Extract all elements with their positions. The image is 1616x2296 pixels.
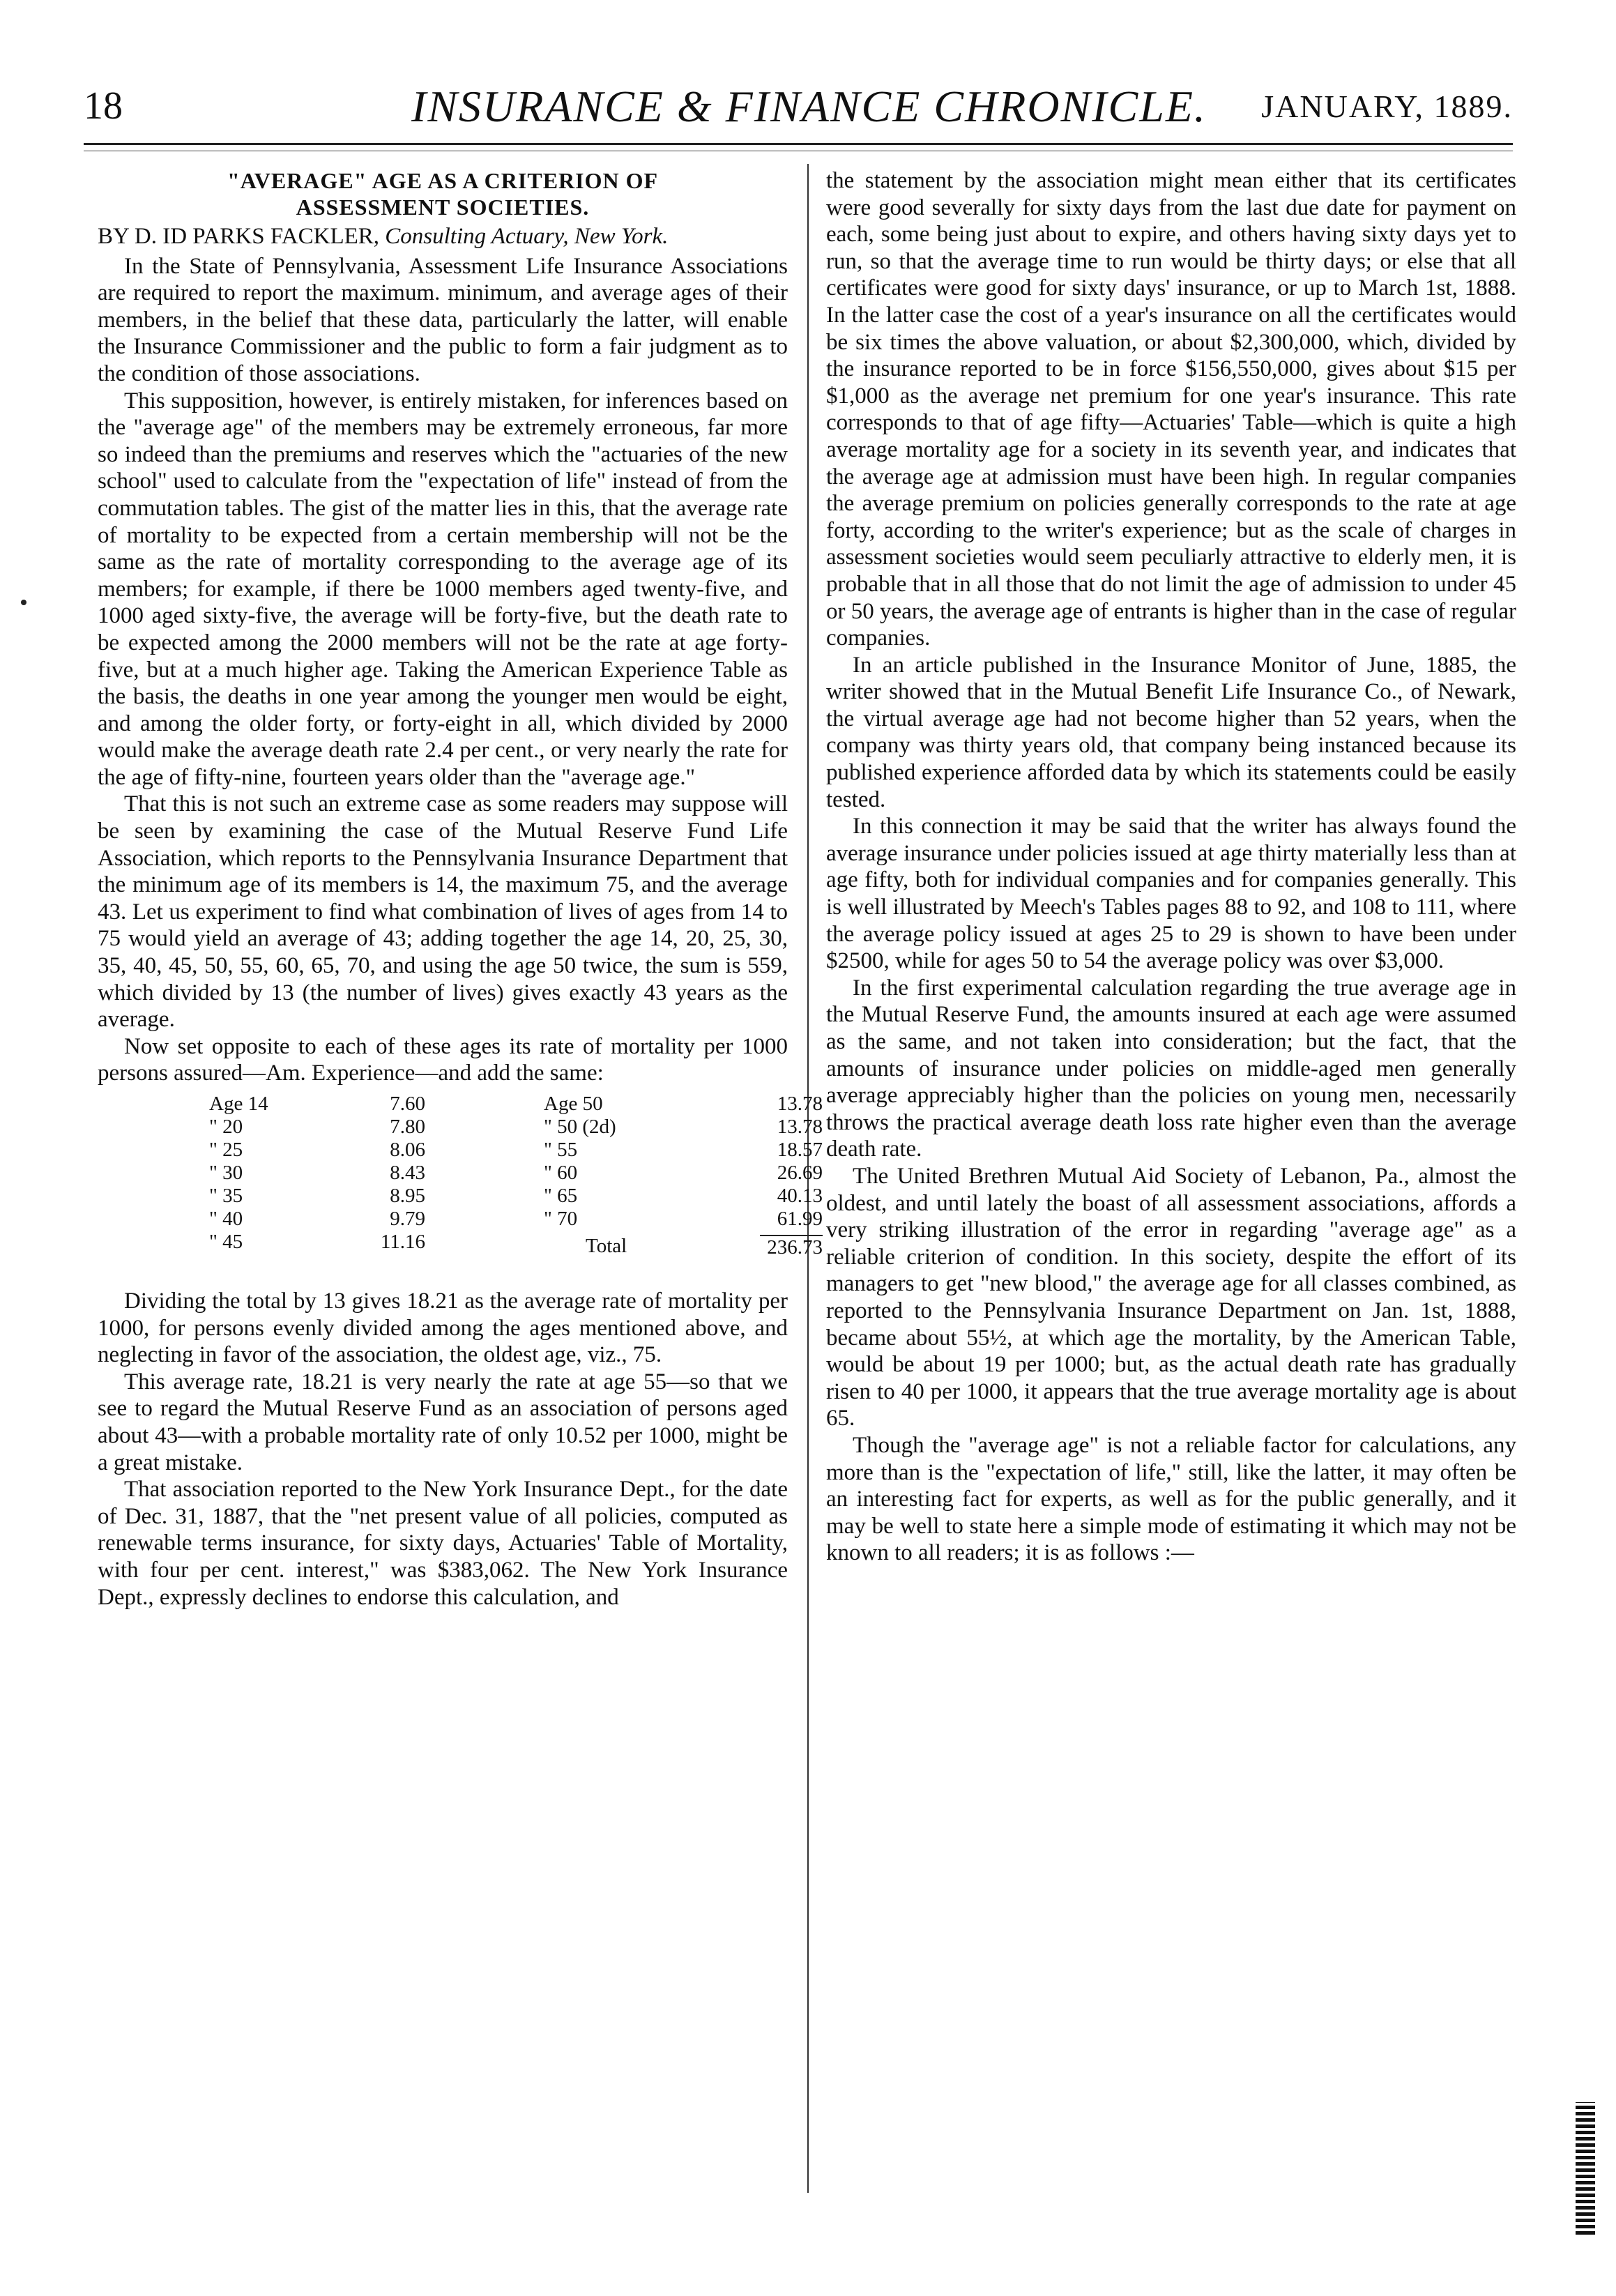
row-rate: 26.69 (777, 1162, 823, 1184)
table-row (544, 1139, 823, 1162)
margin-scan-mark (1576, 2102, 1595, 2235)
right-paragraph-4: In the first experimental calculation regarding the true average age in the Mutual Reserve Fund, the amounts insured at each age were assumed as the same, and not taken into consideration; but the fact, that the amounts of insurance under policies on middle-aged men generally average appreciably higher than the policies on young men, necessarily throws the practical average death loss rate higher even than the average death rate. (826, 975, 1516, 1162)
row-age: " 60 (544, 1162, 578, 1184)
row-rate: 13.78 (777, 1116, 823, 1138)
table-row (209, 1208, 425, 1231)
headline-line-1: "AVERAGE" AGE AS A CRITERION OF (227, 168, 659, 193)
publication-title: INSURANCE & FINANCE CHRONICLE. (411, 82, 1207, 131)
row-age: " 55 (544, 1139, 578, 1161)
row-age: " 65 (544, 1185, 578, 1207)
right-column (826, 167, 1516, 1567)
mortality-table-left (209, 1093, 425, 1254)
table-row (544, 1185, 823, 1208)
row-rate: 7.80 (390, 1116, 425, 1138)
table-row (209, 1139, 425, 1162)
row-age: " 25 (209, 1139, 243, 1161)
row-rate: 11.16 (380, 1231, 425, 1253)
table-total-row (544, 1235, 823, 1259)
row-rate: 61.99 (777, 1208, 823, 1230)
row-age: " 35 (209, 1185, 243, 1207)
right-paragraph-5: The United Brethren Mutual Aid Society of Lebanon, Pa., almost the oldest, and until lately the boast of all assessment associations, affords a very striking illustration of the error in regarding "average age" as a reliable criterion of condition. In this society, despite the effort of its managers to get "new blood," the average age for all classes combined, as reported to the Pennsylvania Insurance Department on Jan. 1st, 1888, became about 55½, at which age the mortality, by the American Table, would be about 19 per 1000; but, as the actual death rate has gradually risen to 40 per 1000, it appears that the true average mortality age is about 65. (826, 1163, 1516, 1431)
row-rate: 13.78 (777, 1093, 823, 1115)
right-paragraph-2: In an article published in the Insurance Monitor of June, 1885, the writer showed that in the Mutual Benefit Life Insurance Co., of Newark, the virtual average age had not become higher than 52 years, when the company was thirty years old, that company being instanced because its published experience afforded data by which its statements could be easily tested. (826, 652, 1516, 812)
page-number: 18 (84, 84, 123, 128)
left-paragraph-2: This supposition, however, is entirely mistaken, for inferences based on the "average age" of the members may be extremely erroneous, far more so indeed than the premiums and reserves which the "actuaries of the new school" used to calculate from the "expectation of life" instead of from the commutation tables. The gist of the matter lies in this, that the average rate of mortality to be expected from a certain membership will not be the same as the rate of mortality corresponding to the average age of its members; for example, if there be 1000 members aged twenty-five, and 1000 aged sixty-five, the average will be forty-five, but the death rate to be expected among the 2000 members will not be the rate at age forty-five, but at a much higher age. Taking the American Experience Table as the basis, the deaths in one year among the younger men would be eight, and among the older forty, or forty-eight in all, which divided by 2000 would make the average death rate 2.4 per cent., or very nearly the rate for the age of fifty-nine, fourteen years older than the "average age." (98, 388, 788, 790)
right-paragraph-6: Though the "average age" is not a reliable factor for calculations, any more than is the "expectation of life," still, like the latter, it may often be an interesting fact for experts, as well as for the public generally, and it may be well to state here a simple mode of estimating it which may not be known to all readers; it is as follows :— (826, 1432, 1516, 1566)
page-header (84, 84, 1513, 132)
table-row (209, 1185, 425, 1208)
table-total-value: 236.73 (760, 1235, 823, 1259)
row-age: " 45 (209, 1231, 243, 1253)
row-rate: 8.95 (390, 1185, 425, 1207)
row-rate: 40.13 (777, 1185, 823, 1207)
table-row (544, 1162, 823, 1185)
table-total-label: Total (586, 1235, 627, 1257)
left-column (98, 167, 823, 1611)
row-rate: 7.60 (390, 1093, 425, 1115)
row-rate: 18.57 (777, 1139, 823, 1161)
table-row (544, 1093, 823, 1116)
row-rate: 8.43 (390, 1162, 425, 1184)
row-age: " 30 (209, 1162, 243, 1184)
left-paragraph-3: That this is not such an extreme case as some readers may suppose will be seen by examining the case of the Mutual Reserve Fund Life Association, which reports to the Pennsylvania Insurance Department that the minimum age of its members is 14, the maximum 75, and the average 43. Let us experiment to find what combination of lives of ages from 14 to 75 would yield an average of 43; adding together the age 14, 20, 25, 30, 35, 40, 45, 50, 55, 60, 65, 70, and using the age 50 twice, the sum is 559, which divided by 13 (the number of lives) gives exactly 43 years as the average. (98, 791, 788, 1033)
row-age: " 70 (544, 1208, 578, 1230)
row-age: " 20 (209, 1116, 243, 1138)
byline-role: Consulting Actuary, New York. (385, 224, 669, 249)
row-age: " 50 (2d) (544, 1116, 616, 1138)
right-paragraph-1: the statement by the association might mean either that its certificates were good severally for sixty days from the last due date for payment on each, some being just about to expire, and others having sixty days yet to run, so that the average time to run would be thirty days; or else that all certificates were good for sixty days' insurance, or up to March 1st, 1888. In the latter case the cost of a year's insurance on all the certificates would be six times the above valuation, or about $2,300,000, which, divided by the insurance reported to be in force $156,550,000, gives about $15 per $1,000 as the average net premium for one year's insurance. This rate corresponds to that of age fifty—Actuaries' Table—which is quite a high average mortality age for a society in its seventh year, and indicates that the average age at admission must have been high. In regular companies the average premium on policies generally corresponds to the rate at age forty, according to the writer's experience; but as the scale of charges in assessment societies would seem peculiarly attractive to elderly men, it is probable that in all those that do not limit the age of admission to under 45 or 50 years, the average age of entrants is higher than in the case of regular companies. (826, 168, 1516, 651)
row-age: Age 14 (209, 1093, 268, 1115)
byline (98, 223, 788, 250)
issue-date: JANUARY, 1889. (1261, 89, 1513, 124)
mortality-table-right (544, 1093, 823, 1259)
row-rate: 9.79 (390, 1208, 425, 1230)
row-age: " 40 (209, 1208, 243, 1230)
article-headline (98, 167, 788, 220)
right-paragraph-3: In this connection it may be said that the writer has always found the average insurance under policies issued at age thirty materially less than at age fifty, both for individual companies and for companies generally. This is well illustrated by Meech's Tables pages 88 to 92, and 108 to 111, where the average policy issued at ages 25 to 29 is shown to have been under $2500, while for ages 50 to 54 the average policy was over $3,000. (826, 814, 1516, 974)
row-rate: 8.06 (390, 1139, 425, 1161)
left-paragraph-4: Now set opposite to each of these ages its rate of mortality per 1000 persons assured—Am. Experience—and add the same: (98, 1033, 788, 1086)
mortality-table (98, 1093, 823, 1281)
table-row (209, 1116, 425, 1139)
left-paragraph-1: In the State of Pennsylvania, Assessment Life Insurance Associations are required to report the maximum. minimum, and average ages of their members, in the belief that these data, particularly the latter, will enable the Insurance Commissioner and the public to form a fair judgment as to the condition of those associations. (98, 253, 788, 386)
byline-author: BY D. ID PARKS FACKLER, (98, 224, 380, 249)
row-age: Age 50 (544, 1093, 603, 1115)
headline-line-2: ASSESSMENT SOCIETIES. (296, 195, 590, 220)
left-paragraph-7: That association reported to the New York Insurance Dept., for the date of Dec. 31, 1887, that the "net present value of all policies, computed as renewable terms insurance, for sixty days, Actuaries' Table of Mortality, with four per cent. interest," was $383,062. The New York Insurance Dept., expressly declines to endorse this calculation, and (98, 1477, 788, 1610)
print-speck (21, 600, 26, 605)
table-row (544, 1116, 823, 1139)
table-row (209, 1162, 425, 1185)
header-rule (84, 143, 1513, 145)
table-row (209, 1093, 425, 1116)
left-paragraph-6: This average rate, 18.21 is very nearly the rate at age 55—so that we see to regard the Mutual Reserve Fund as an association of persons aged about 43—with a probable mortality rate of only 10.52 per 1000, might be a great mistake. (98, 1369, 788, 1475)
table-row (544, 1208, 823, 1231)
table-row (209, 1231, 425, 1254)
left-paragraph-5: Dividing the total by 13 gives 18.21 as the average rate of mortality per 1000, for persons evenly divided among the ages mentioned above, and neglecting in favor of the association, the oldest age, viz., 75. (98, 1288, 788, 1368)
